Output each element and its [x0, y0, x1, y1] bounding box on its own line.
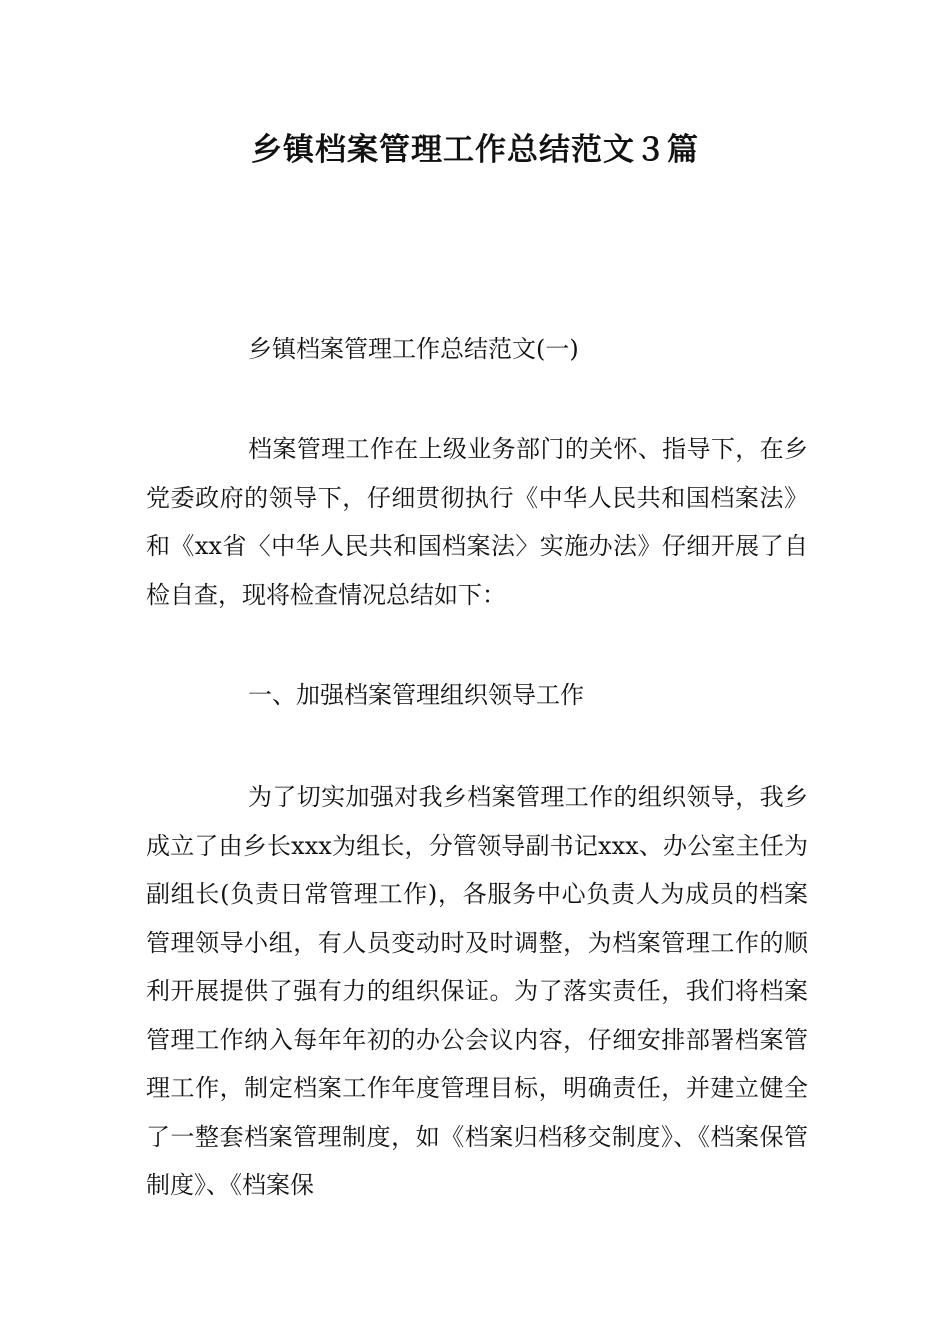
document-title: 乡镇档案管理工作总结范文３篇 — [251, 132, 699, 168]
section-subtitle: 乡镇档案管理工作总结范文(一) — [248, 335, 579, 363]
paragraph-intro: 档案管理工作在上级业务部门的关怀、指导下，在乡党委政府的领导下，仔细贯彻执行《中华人民共和国档案法》和《xx省〈中华人民共和国档案法〉实施办法》仔细开展了自检自查，现将检查情况总结如下： — [146, 435, 808, 609]
paragraph-organization: 为了切实加强对我乡档案管理工作的组织领导，我乡成立了由乡长xxx为组长，分管领导副书记xxx、办公室主任为副组长(负责日常管理工作)，各服务中心负责人为成员的档案管理领导小组，有人员变动时及时调整，为档案管理工作的顺利开展提供了强有力的组织保证。为了落实责任，我们将档案管理工作纳入每年年初的办公会议内容，仔细安排部署档案管理工作，制定档案工作年度管理目标，明确责任，并建立健全了一整套档案管理制度，如《档案归档移交制度》、《档案保管制度》、《档案保 — [146, 783, 808, 1199]
section-heading-1: 一、加强档案管理组织领导工作 — [248, 681, 584, 709]
